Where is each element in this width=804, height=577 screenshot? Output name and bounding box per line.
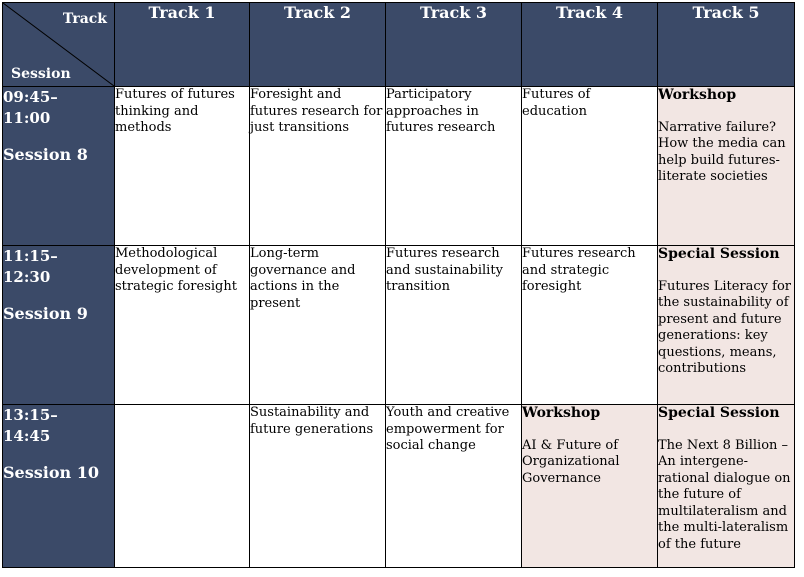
track-header-1: Track 1 — [115, 3, 250, 87]
session-cell-track-1 — [115, 405, 250, 568]
corner-track-label: Track — [62, 11, 107, 27]
session-topic: AI & Future of Organizational Governance — [522, 437, 620, 486]
session-cell-track-2 — [250, 405, 386, 568]
header-row — [3, 3, 795, 87]
corner-cell — [3, 3, 115, 87]
session-cell-track-4 — [522, 405, 658, 568]
session-topic: Futures of education — [522, 87, 591, 119]
time-range: 11:15– 12:30 — [3, 247, 58, 286]
session-label: Session 9 — [3, 304, 88, 323]
session-label: Session 8 — [3, 145, 88, 164]
track-header-5: Track 5 — [658, 3, 795, 87]
session-topic: Futures Literacy for the sustainability of present and future generations: key questions, means, contributions — [658, 278, 791, 376]
session-label: Session 10 — [3, 463, 99, 482]
session-topic: The Next 8 Billion – An intergene-rational dialogue on the future of multilateralism and the multi-lateralism of the future — [658, 437, 791, 552]
time-slot-cell — [3, 87, 115, 246]
session-topic: Sustainability and future generations — [250, 405, 374, 437]
session-type-label: Special Session — [658, 405, 780, 421]
session-topic: Participatory approaches in futures research — [386, 87, 496, 135]
session-row — [3, 405, 795, 568]
session-cell-track-3 — [386, 246, 522, 405]
time-range: 13:15– 14:45 — [3, 406, 58, 445]
session-type-label: Workshop — [522, 405, 601, 421]
session-cell-track-4 — [522, 246, 658, 405]
session-row — [3, 246, 795, 405]
schedule-table — [2, 2, 795, 568]
session-cell-track-5 — [658, 405, 795, 568]
session-topic: Long-term governance and actions in the present — [250, 246, 356, 311]
session-cell-track-2 — [250, 87, 386, 246]
session-topic: Methodological development of strategic foresight — [115, 246, 237, 294]
time-slot-cell — [3, 405, 115, 568]
session-type-label: Workshop — [658, 87, 737, 103]
session-cell-track-3 — [386, 87, 522, 246]
session-cell-track-5 — [658, 87, 795, 246]
session-topic: Youth and creative empowerment for social change — [386, 405, 510, 453]
track-header-2: Track 2 — [250, 3, 386, 87]
session-topic: Futures of futures thinking and methods — [115, 87, 235, 135]
session-topic: Foresight and futures research for just transitions — [250, 87, 383, 135]
session-topic: Futures research and sustainability transition — [386, 246, 503, 294]
track-header-4: Track 4 — [522, 3, 658, 87]
time-slot-cell — [3, 246, 115, 405]
session-type-label: Special Session — [658, 246, 780, 262]
session-cell-track-1 — [115, 87, 250, 246]
track-header-3: Track 3 — [386, 3, 522, 87]
session-cell-track-4 — [522, 87, 658, 246]
session-topic: Futures research and strategic foresight — [522, 246, 636, 294]
session-topic: Narrative failure? How the media can help build futures-literate societies — [658, 119, 786, 184]
session-cell-track-1 — [115, 246, 250, 405]
session-row — [3, 87, 795, 246]
session-cell-track-5 — [658, 246, 795, 405]
time-range: 09:45– 11:00 — [3, 88, 58, 127]
corner-session-label: Session — [11, 66, 71, 82]
session-cell-track-2 — [250, 246, 386, 405]
session-cell-track-3 — [386, 405, 522, 568]
